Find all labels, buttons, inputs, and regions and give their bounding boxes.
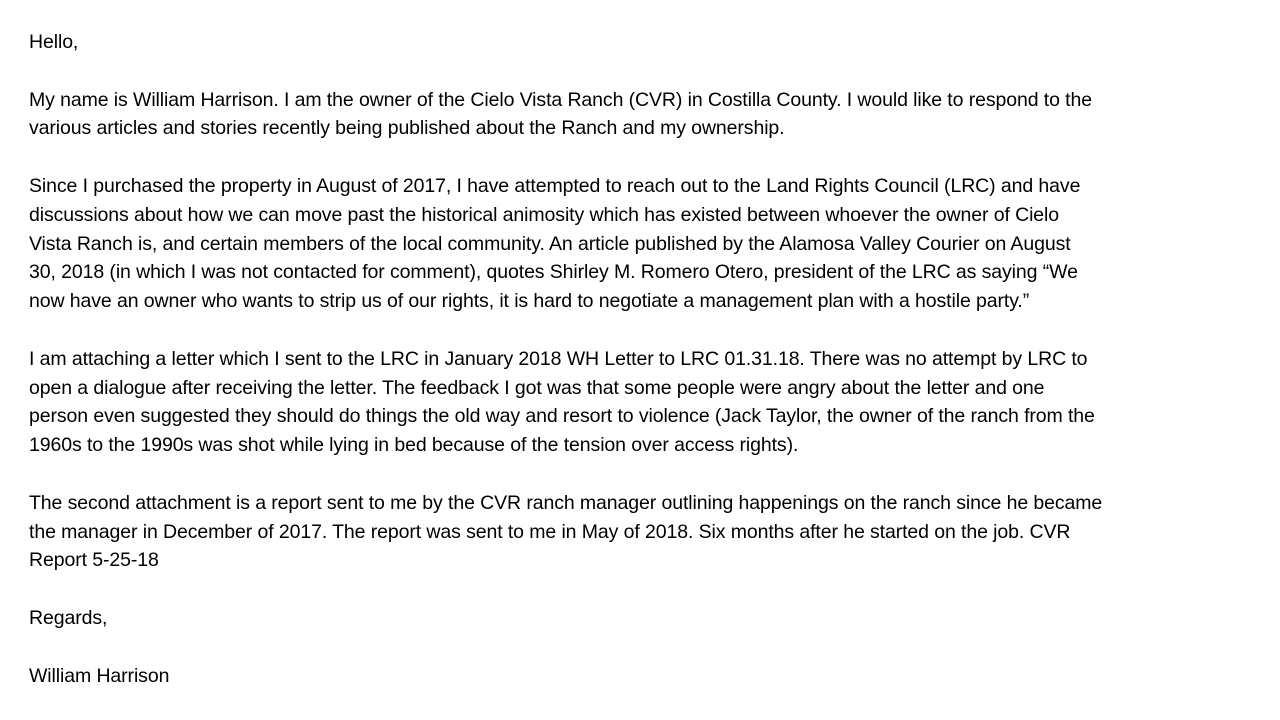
signature: William Harrison (29, 664, 170, 687)
greeting: Hello, (29, 31, 79, 53)
closing: Regards, (29, 606, 108, 629)
history-paragraph: Since I purchased the property in August of 2017, I have attempted to reach out to the Land Rights Council (LRC) and have discussions about how we can move past the historical animosity which has existed between whoever the owner of Cielo Vista Ranch is, and certain members of the local community. An article published by the Alamosa Valley Courier on August 30, 2018 (in which I was not contacted for comment), quotes Shirley M. Romero Otero, president of the LRC as saying “We now have an owner who wants to strip us of our rights, it is hard to negotiate a management plan with a hostile party.” (29, 174, 1081, 313)
attachment-letter-paragraph: I am attaching a letter which I sent to the LRC in January 2018 WH Letter to LRC 01.31.18. There was no attempt by LRC to open a dialogue after receiving the letter. The feedback I got was that some people were angry about the letter and one person even suggested they should do things the old way and resort to violence (Jack Taylor, the owner of the ranch from the 1960s to the 1990s was shot while lying in bed because of the tension over access rights). (29, 347, 1095, 457)
letter-body (29, 28, 1257, 690)
attachment-report-paragraph: The second attachment is a report sent to me by the CVR ranch manager outlining happenings on the ranch since he became the manager in December of 2017. The report was sent to me in May of 2018. Six months after he started on the job. CVR Report 5-25-18 (29, 491, 1103, 572)
intro-paragraph: My name is William Harrison. I am the owner of the Cielo Vista Ranch (CVR) in Costilla County. I would like to respond to the various articles and stories recently being published about the Ranch and my ownership. (29, 88, 1092, 140)
